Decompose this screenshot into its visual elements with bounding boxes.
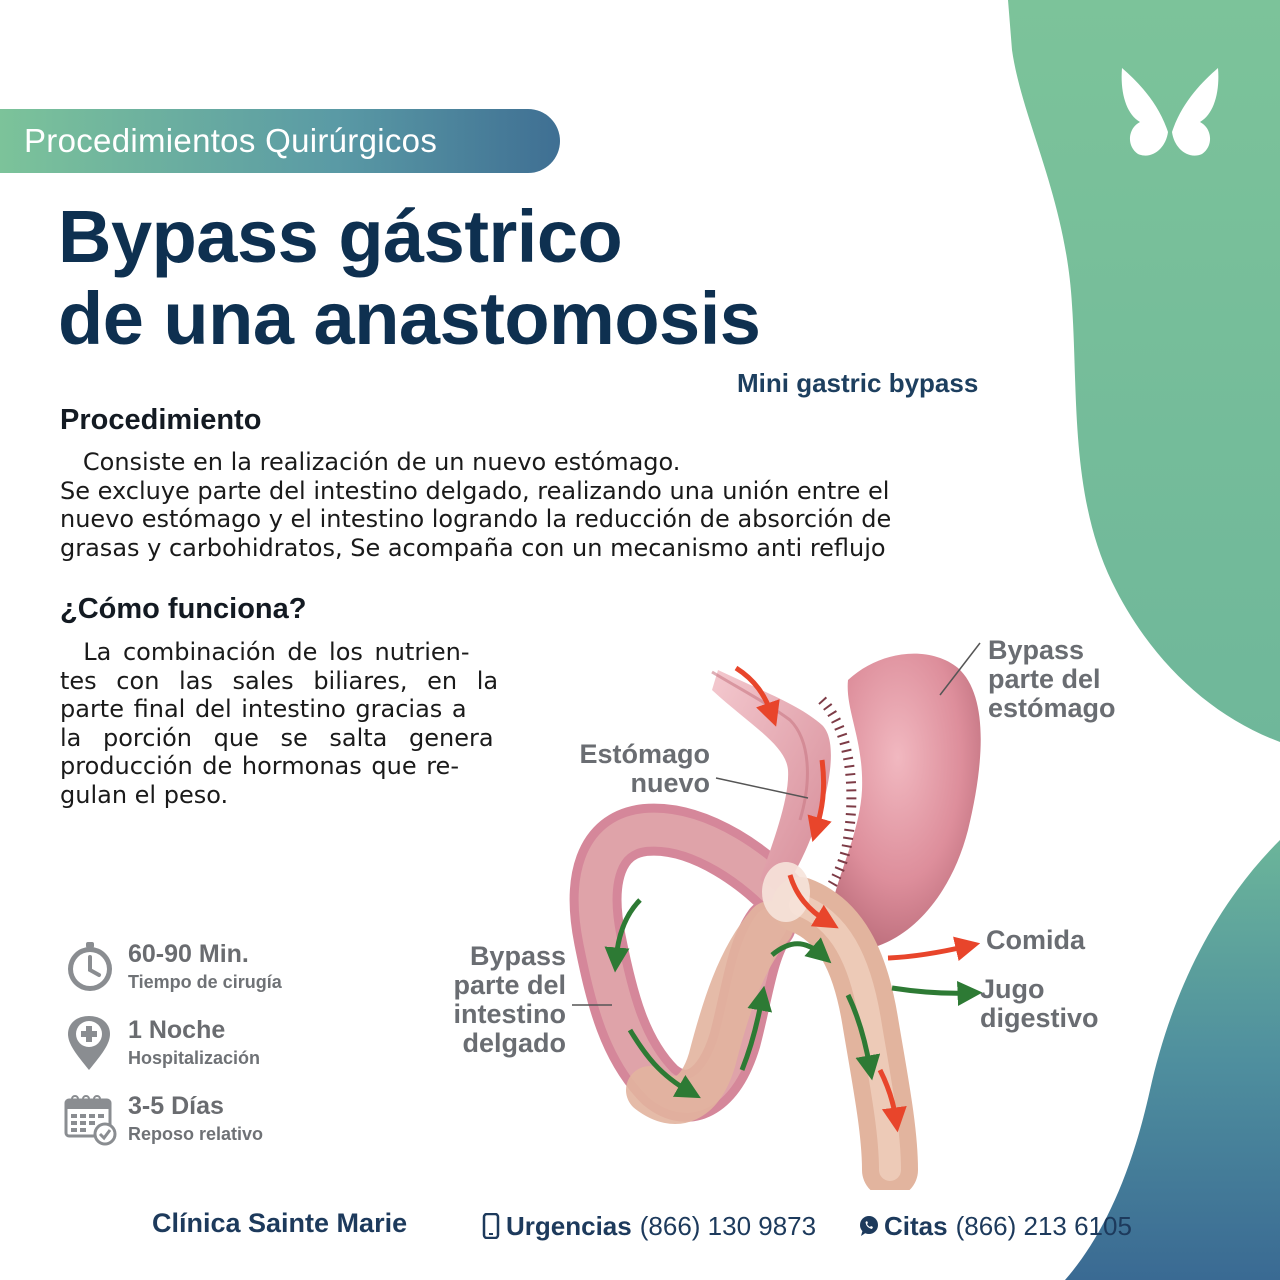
label-line: Estómago: [579, 739, 710, 769]
como-line: La combinación de los nutrien-: [60, 638, 470, 666]
label-line: digestivo: [980, 1003, 1099, 1033]
como-line: producción de hormonas que re-: [60, 752, 459, 781]
citas-contact[interactable]: [858, 1208, 1132, 1244]
como-funciona-heading: ¿Cómo funciona?: [60, 593, 307, 625]
excluded-stomach: [830, 654, 981, 951]
procedimiento-line: Consiste en la realización de un nuevo estómago.: [60, 448, 681, 476]
subtitle: Mini gastric bypass: [737, 368, 979, 398]
hospital-pin-icon: [62, 1014, 120, 1072]
label-line: parte del: [453, 970, 566, 1000]
page-title: [58, 196, 760, 360]
legend-jugo-digestivo: [980, 975, 1099, 1033]
stat-value: 3-5 Días: [128, 1092, 224, 1120]
urgencias-phone[interactable]: (866) 130 9873: [639, 1210, 817, 1241]
citas-phone[interactable]: (866) 213 6105: [955, 1210, 1132, 1241]
label-line: delgado: [462, 1028, 566, 1058]
citas-label: Citas: [884, 1210, 948, 1241]
butterfly-icon: [1118, 62, 1222, 158]
urgencias-contact[interactable]: [480, 1208, 816, 1244]
label-line: Bypass: [988, 635, 1085, 665]
label-line: intestino: [453, 999, 566, 1029]
label-line: nuevo: [630, 768, 710, 798]
label-line: Bypass: [469, 941, 566, 971]
stat-label: Tiempo de cirugía: [128, 972, 282, 992]
como-line: tes con las sales biliares, en la: [60, 666, 499, 695]
procedimiento-heading: Procedimiento: [60, 404, 262, 436]
label-bypass-intestino: [432, 942, 566, 1058]
label-line: Jugo: [980, 974, 1045, 1004]
como-line: parte final del intestino gracias a: [60, 695, 467, 724]
label-line: estómago: [988, 693, 1116, 723]
comida-legend-arrow: [888, 946, 968, 958]
procedimiento-line: Se excluye parte del intestino delgado, realizando una unión entre el: [60, 476, 890, 505]
procedimiento-line: grasas y carbohidratos, Se acompaña con un mecanismo anti reflujo: [60, 533, 886, 562]
phone-icon: [480, 1213, 502, 1239]
como-line: la porción que se salta genera: [60, 723, 494, 752]
stat-value: 60-90 Min.: [128, 940, 249, 968]
procedimiento-line: nuevo estómago y el intestino logrando la reducción de absorción de: [60, 505, 892, 534]
title-line-1: Bypass gástrico: [58, 195, 623, 278]
category-label: Procedimientos Quirúrgicos: [24, 122, 438, 159]
whatsapp-icon: [858, 1213, 880, 1239]
legend-comida: Comida: [986, 925, 1086, 955]
label-estomago-nuevo: [566, 740, 710, 798]
clinic-name: Clínica Sainte Marie: [152, 1208, 408, 1238]
stat-item: [62, 1014, 362, 1074]
stat-label: Reposo relativo: [128, 1124, 264, 1144]
label-line: parte del: [988, 664, 1101, 694]
urgencias-label: Urgencias: [506, 1210, 632, 1241]
label-bypass-estomago: [988, 636, 1116, 723]
como-line: gulan el peso.: [60, 780, 229, 809]
calendar-icon: [62, 1090, 120, 1148]
jugo-legend-arrow: [892, 988, 970, 993]
stat-item: [62, 938, 362, 998]
stat-value: 1 Noche: [128, 1016, 226, 1044]
category-banner: [0, 109, 560, 173]
clock-icon: [62, 938, 120, 996]
procedimiento-text: [60, 448, 1040, 562]
title-line-2: de una anastomosis: [58, 277, 761, 360]
stat-item: [62, 1090, 362, 1150]
stat-label: Hospitalización: [128, 1048, 261, 1068]
